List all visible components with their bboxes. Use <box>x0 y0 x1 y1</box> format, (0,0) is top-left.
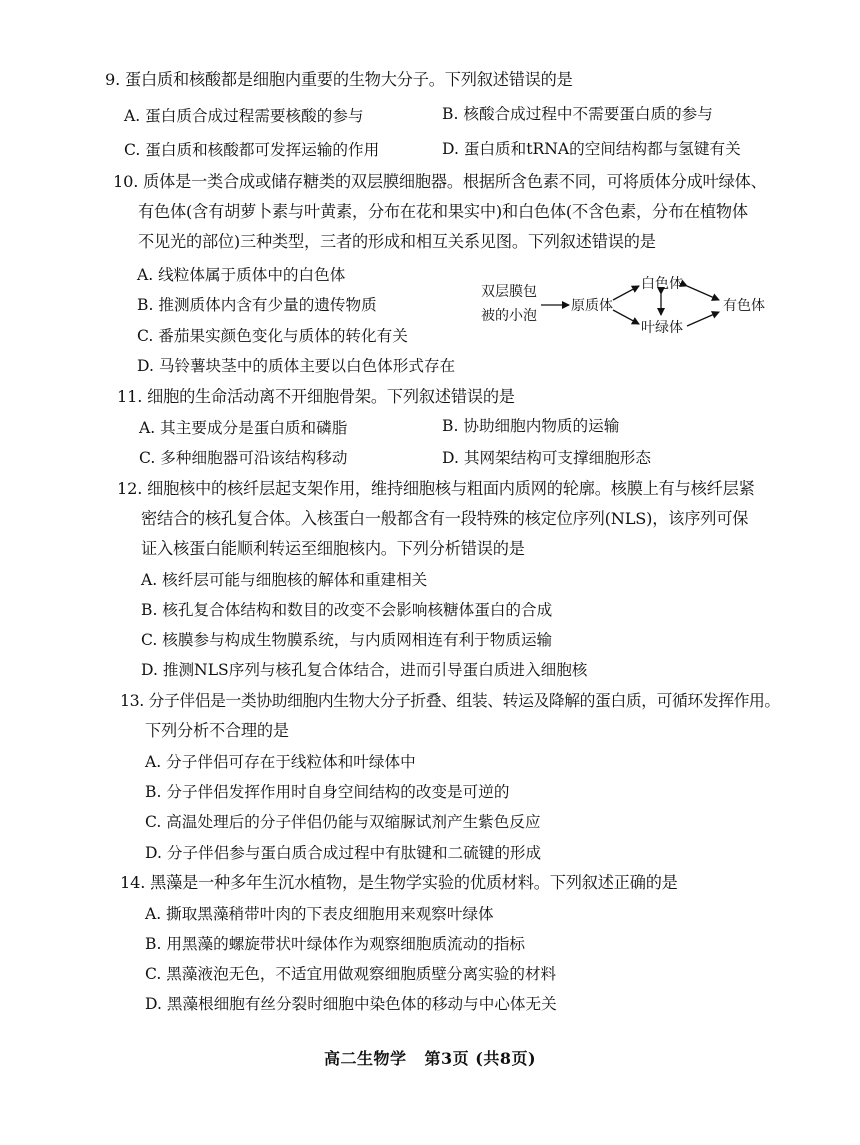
option-a: A. 线粒体属于质体中的白色体 <box>137 266 346 284</box>
plastid-diagram <box>475 268 775 343</box>
question-stem-line-3: 证入核蛋白能顺利转运至细胞核内。下列分析错误的是 <box>141 539 525 558</box>
question-stem-line-3: 不见光的部位)三种类型，三者的形成和相互关系见图。下列叙述错误的是 <box>138 232 656 251</box>
option-b: B. 协助细胞内物质的运输 <box>442 417 620 435</box>
option-a: A. 分子伴侣可存在于线粒体和叶绿体中 <box>145 753 416 771</box>
proplastid-to-chloroplast-arrow <box>613 310 639 324</box>
option-b: B. 用黑藻的螺旋带状叶绿体作为观察细胞质流动的指标 <box>145 935 526 953</box>
footer-page-number: 第3页 (共8页) <box>424 1049 537 1068</box>
question-stem-line-2: 有色体(含有胡萝卜素与叶黄素，分布在花和果实中)和白色体(不含色素，分布在植物体 <box>138 202 748 221</box>
option-c: C. 高温处理后的分子伴侣仍能与双缩脲试剂产生紫色反应 <box>145 813 541 831</box>
question-stem-line-1: 12. 细胞核中的核纤层起支架作用，维持细胞核与粗面内质网的轮廓。核膜上有与核纤层紧 <box>117 479 755 498</box>
option-a: A. 撕取黑藻稍带叶肉的下表皮细胞用来观察叶绿体 <box>145 905 494 923</box>
proplastid-to-leucoplast-arrow <box>613 286 639 300</box>
chloroplast-chromoplast-arrow <box>687 312 719 326</box>
option-c: C. 黑藻液泡无色，不适宜用做观察细胞质壁分离实验的材料 <box>145 965 557 983</box>
option-c: C. 番茄果实颜色变化与质体的转化有关 <box>137 327 408 345</box>
source-label-line-2: 被的小泡 <box>481 308 537 324</box>
question-stem: 11. 细胞的生命活动离不开细胞骨架。下列叙述错误的是 <box>117 387 515 406</box>
proplastid-label: 原质体 <box>571 298 613 314</box>
option-d: D. 黑藻根细胞有丝分裂时细胞中染色体的移动与中心体无关 <box>145 995 557 1013</box>
question-stem-line-2: 下列分析不合理的是 <box>145 721 289 740</box>
option-b: B. 分子伴侣发挥作用时自身空间结构的改变是可逆的 <box>145 783 510 801</box>
option-d: D. 其网架结构可支撑细胞形态 <box>442 449 651 467</box>
question-stem-line-1: 13. 分子伴侣是一类协助细胞内生物大分子折叠、组装、转运及降解的蛋白质，可循环发挥作用。 <box>120 691 780 710</box>
option-a: A. 蛋白质合成过程需要核酸的参与 <box>124 107 364 125</box>
chromoplast-label: 有色体 <box>723 298 765 314</box>
option-c: C. 蛋白质和核酸都可发挥运输的作用 <box>124 141 380 159</box>
page-footer <box>0 1046 860 1069</box>
question-stem: 9. 蛋白质和核酸都是细胞内重要的生物大分子。下列叙述错误的是 <box>105 70 573 89</box>
option-a: A. 核纤层可能与细胞核的解体和重建相关 <box>141 571 428 589</box>
leucoplast-label: 白色体 <box>641 276 683 292</box>
option-b: B. 核孔复合体结构和数目的改变不会影响核糖体蛋白的合成 <box>141 601 553 619</box>
source-label-line-1: 双层膜包 <box>481 284 537 300</box>
question-stem-line-1: 10. 质体是一类合成或储存糖类的双层膜细胞器。根据所含色素不同，可将质体分成叶绿体、 <box>113 172 767 191</box>
option-d: D. 马铃薯块茎中的质体主要以白色体形式存在 <box>137 357 456 375</box>
leucoplast-chromoplast-double-arrow <box>687 286 719 300</box>
option-d: D. 蛋白质和tRNA的空间结构都与氢键有关 <box>442 140 741 158</box>
option-c: C. 核膜参与构成生物膜系统，与内质网相连有利于物质运输 <box>141 631 553 649</box>
chloroplast-label: 叶绿体 <box>641 320 683 336</box>
question-stem: 14. 黑藻是一种多年生沉水植物，是生物学实验的优质材料。下列叙述正确的是 <box>120 873 678 892</box>
footer-subject: 高二生物学 <box>323 1049 407 1068</box>
question-stem-line-2: 密结合的核孔复合体。入核蛋白一般都含有一段特殊的核定位序列(NLS)，该序列可保 <box>141 509 749 528</box>
option-d: D. 分子伴侣参与蛋白质合成过程中有肽键和二硫键的形成 <box>145 844 542 862</box>
option-c: C. 多种细胞器可沿该结构移动 <box>139 449 348 467</box>
option-b: B. 核酸合成过程中不需要蛋白质的参与 <box>442 105 713 123</box>
option-d: D. 推测NLS序列与核孔复合体结合，进而引导蛋白质进入细胞核 <box>141 661 588 679</box>
option-a: A. 其主要成分是蛋白质和磷脂 <box>139 419 348 437</box>
option-b: B. 推测质体内含有少量的遗传物质 <box>137 296 377 314</box>
